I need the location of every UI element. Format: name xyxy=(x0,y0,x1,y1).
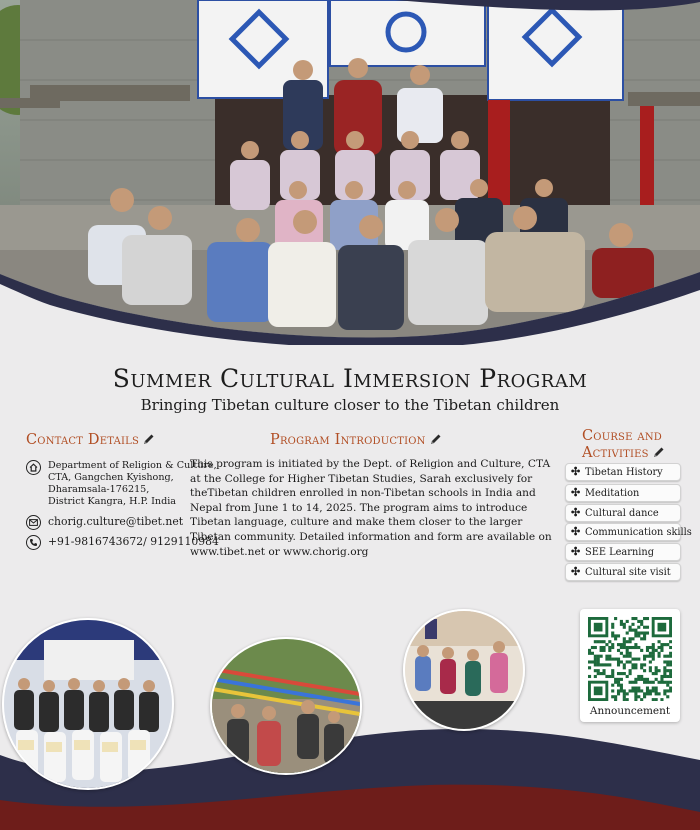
plus-icon: ✣ xyxy=(571,465,581,478)
plus-icon: ✣ xyxy=(571,545,581,558)
course-item: ✣ Meditation xyxy=(565,484,681,502)
plus-icon: ✣ xyxy=(571,525,581,538)
intro-body: This program is initiated by the Dept. of Religion and Culture, CTA at the College for Higher Tibetan Studies, Sarah exclusively for theTibetan children enrolled in non-Tibetan schools in India and Nepal from June 1 to 14, 2025. The program aims to introduce Tibetan language, culture and make them closer to the larger Tibetan community. Detailed information and form are available on www.tibet.net or www.chorig.org xyxy=(190,458,552,558)
course-item: ✣ Cultural site visit xyxy=(565,563,681,581)
contact-email-row xyxy=(26,515,183,530)
phone-icon xyxy=(26,535,41,550)
qr-card[interactable] xyxy=(580,609,680,722)
program-subtitle: Bringing Tibetan culture closer to the Tibetan children xyxy=(140,396,560,414)
course-item: ✣ Communication skills xyxy=(565,523,681,541)
course-item: ✣ Tibetan History xyxy=(565,463,681,481)
plus-icon: ✣ xyxy=(571,506,581,519)
dance-photo xyxy=(403,609,525,731)
courses-heading xyxy=(582,428,665,462)
plus-icon: ✣ xyxy=(571,565,581,578)
contact-heading-text: Contact Details xyxy=(26,432,140,448)
qr-label: Announcement xyxy=(589,705,671,717)
outdoor-photo xyxy=(210,637,362,775)
intro-heading xyxy=(270,432,442,449)
course-item: ✣ SEE Learning xyxy=(565,543,681,561)
courses-heading-line1: Course and xyxy=(582,428,662,444)
program-title: Summer Cultural Immersion Program xyxy=(112,364,588,393)
contact-heading xyxy=(26,432,155,449)
mail-icon xyxy=(26,515,41,530)
group-photo xyxy=(0,0,700,345)
course-item: ✣ Cultural dance xyxy=(565,504,681,522)
contact-address: Department of Religion & Culture, CTA, Gangchen Kyishong, Dharamsala-176215, District Kangra, H.P. India xyxy=(48,460,217,507)
plus-icon: ✣ xyxy=(571,486,581,499)
contact-address-row xyxy=(26,460,217,508)
qr-code[interactable] xyxy=(588,617,672,701)
pencil-icon xyxy=(143,433,155,445)
pencil-icon xyxy=(430,433,442,445)
pencil-icon xyxy=(653,446,665,458)
home-icon xyxy=(26,460,41,475)
intro-heading-text: Program Introduction xyxy=(270,432,426,448)
classroom-photo xyxy=(2,618,174,790)
courses-heading-line2: Activities xyxy=(582,445,649,461)
contact-email[interactable]: chorig.culture@tibet.net xyxy=(48,515,184,528)
contact-phone[interactable]: +91-9816743672/ 9129110984 xyxy=(48,535,219,548)
